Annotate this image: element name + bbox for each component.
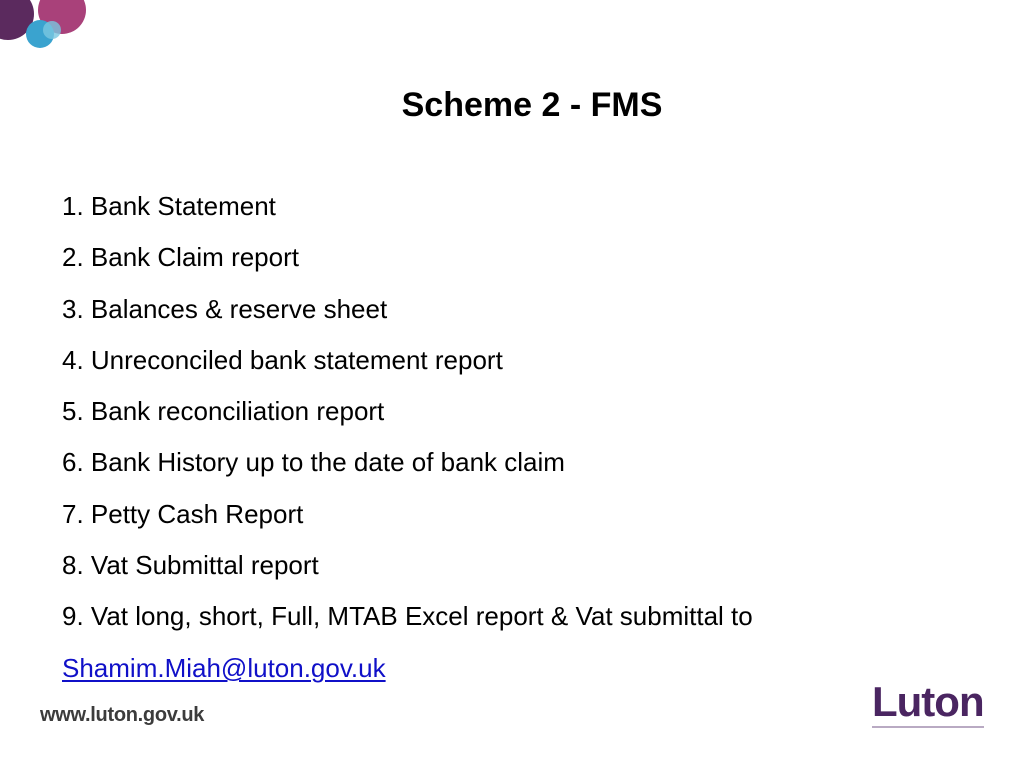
list-item: 5. Bank reconciliation report	[62, 396, 385, 427]
report-list	[62, 181, 753, 694]
footer-website: www.luton.gov.uk	[40, 704, 205, 726]
email-line	[62, 643, 753, 694]
list-item: 2. Bank Claim report	[62, 242, 299, 273]
list-item: 4. Unreconciled bank statement report	[62, 344, 503, 375]
list-item: 6. Bank History up to the date of bank claim	[62, 447, 565, 478]
email-link[interactable]: Shamim.Miah@luton.gov.uk	[62, 652, 386, 683]
slide-title: Scheme 2 - FMS	[401, 86, 663, 124]
luton-logo: Luton	[872, 678, 984, 725]
list-item: 3. Balances & reserve sheet	[62, 293, 388, 324]
logo-underline	[872, 726, 984, 728]
list-item: 8. Vat Submittal report	[62, 550, 319, 581]
decorative-circles-icon	[0, 0, 100, 60]
list-item: 1. Bank Statement	[62, 191, 276, 221]
list-item: 9. Vat long, short, Full, MTAB Excel report & Vat submittal to	[62, 601, 753, 632]
list-item: 7. Petty Cash Report	[62, 498, 304, 529]
